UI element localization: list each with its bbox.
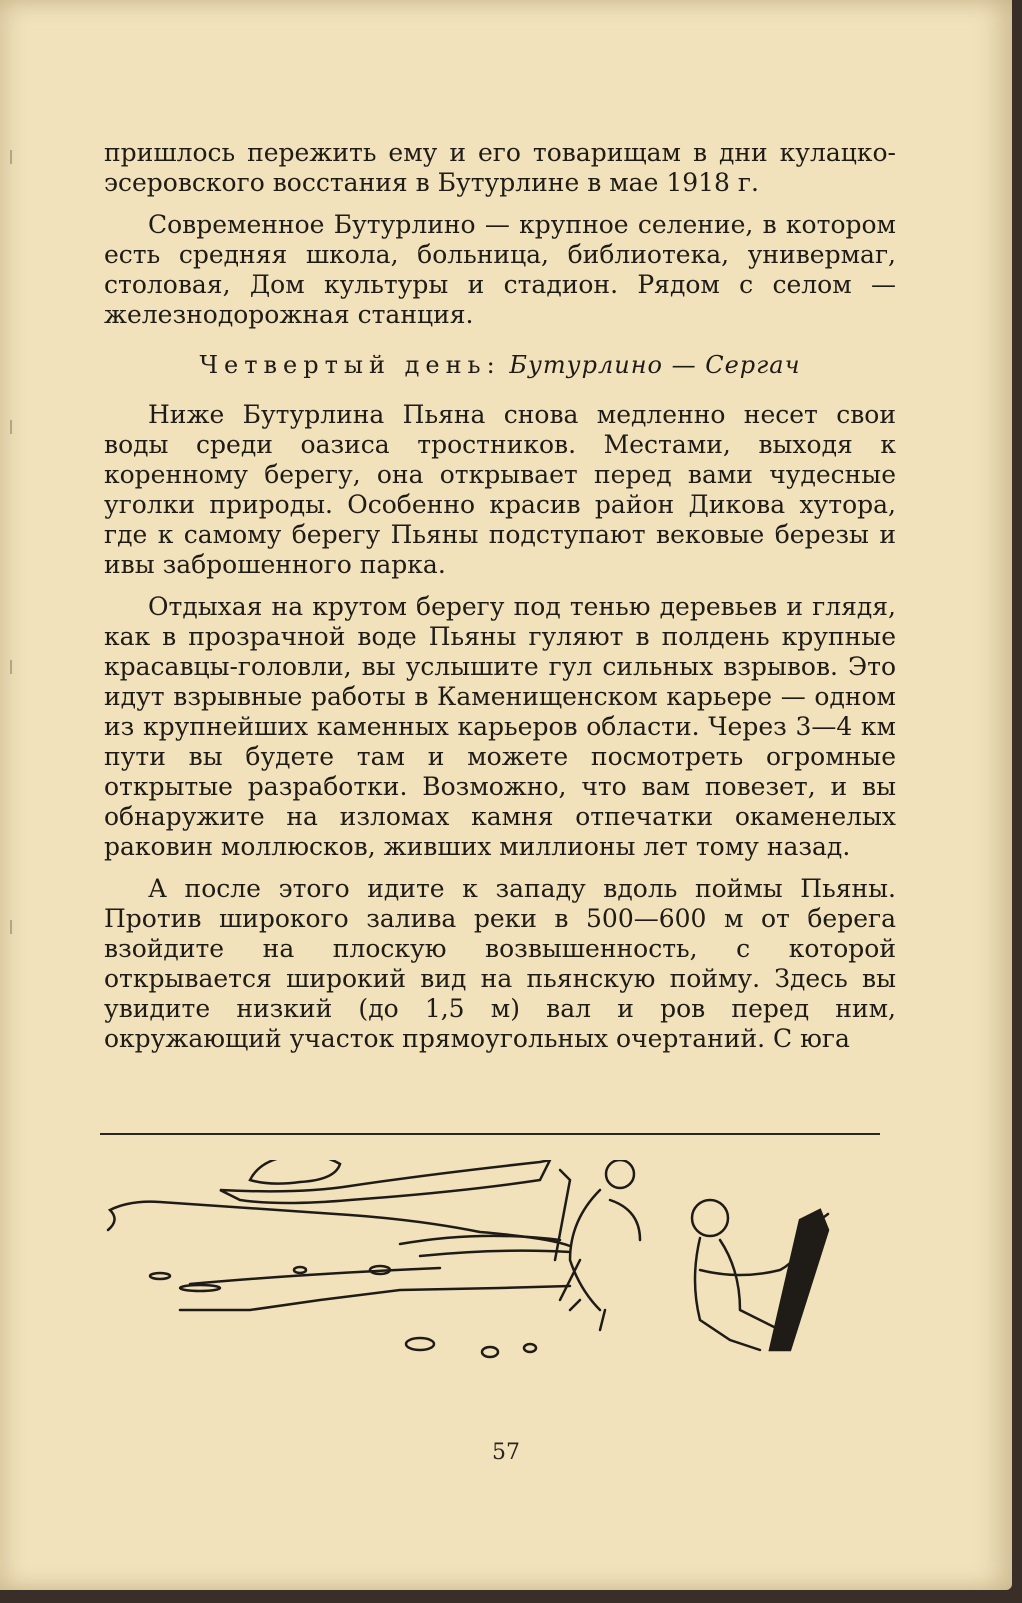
sitting-person-head bbox=[692, 1200, 728, 1236]
paragraph: Отдыхая на крутом берегу под тенью деревьев и глядя, как в прозрачной воде Пьяны гуляют в полдень крупные красавцы-головли, вы услышите гул сильных взрывов. Это идут взрывные работы в Каменищенском карьере — одном из крупнейших каменных карьеров области. Через 3—4 км пути вы будете там и можете посмотреть огромные открытые разработки. Возможно, что вам повезет, и вы обнаружите на изломах камня отпечатки окаменелых раковин моллюсков, живших миллионы лет тому назад. bbox=[104, 592, 896, 861]
paragraph: Ниже Бутурлина Пьяна снова медленно несет свои воды среди оазиса тростников. Местами, выходя к коренному берегу, она открывает перед вами чудесные уголки природы. Особенно красив район Дикова хутора, где к самому берегу Пьяны подступают вековые березы и ивы заброшенного парка. bbox=[104, 400, 896, 579]
page-number: 57 bbox=[492, 1440, 520, 1465]
person-head bbox=[606, 1160, 634, 1188]
heading-day: Четвертый день: bbox=[199, 351, 501, 379]
wet-towel bbox=[770, 1210, 828, 1350]
shoreline bbox=[108, 1202, 570, 1246]
binding-stitch bbox=[10, 420, 22, 434]
horizontal-rule bbox=[100, 1133, 880, 1135]
paragraph: Современное Бутурлино — крупное селение, в котором есть средняя школа, больница, библиотека, универмаг, столовая, Дом культуры и стадион. Рядом с селом — железнодорожная станция. bbox=[104, 210, 896, 329]
section-heading bbox=[104, 350, 896, 380]
illustration-boat-and-tourists bbox=[100, 1160, 880, 1400]
boat-cargo bbox=[250, 1160, 340, 1184]
boat bbox=[220, 1160, 550, 1203]
heading-route: Бутурлино — Сергач bbox=[509, 351, 801, 379]
paragraph: пришлось пережить ему и его товарищам в дни кулацко-эсеровского восстания в Бутурлине в мае 1918 г. bbox=[104, 138, 896, 197]
binding-stitch bbox=[10, 920, 22, 934]
body-text bbox=[104, 138, 896, 1066]
binding-stitch bbox=[10, 660, 22, 674]
paragraph: А после этого идите к западу вдоль поймы Пьяны. Против широкого залива реки в 500—600 м от берега взойдите на плоскую возвышенность, с которой открывается широкий вид на пьянскую пойму. Здесь вы увидите низкий (до 1,5 м) вал и ров перед ним, окружающий участок прямоугольных очертаний. С юга bbox=[104, 874, 896, 1053]
person-pushing bbox=[560, 1190, 640, 1330]
water-line bbox=[180, 1286, 570, 1310]
binding-stitch bbox=[10, 150, 22, 164]
